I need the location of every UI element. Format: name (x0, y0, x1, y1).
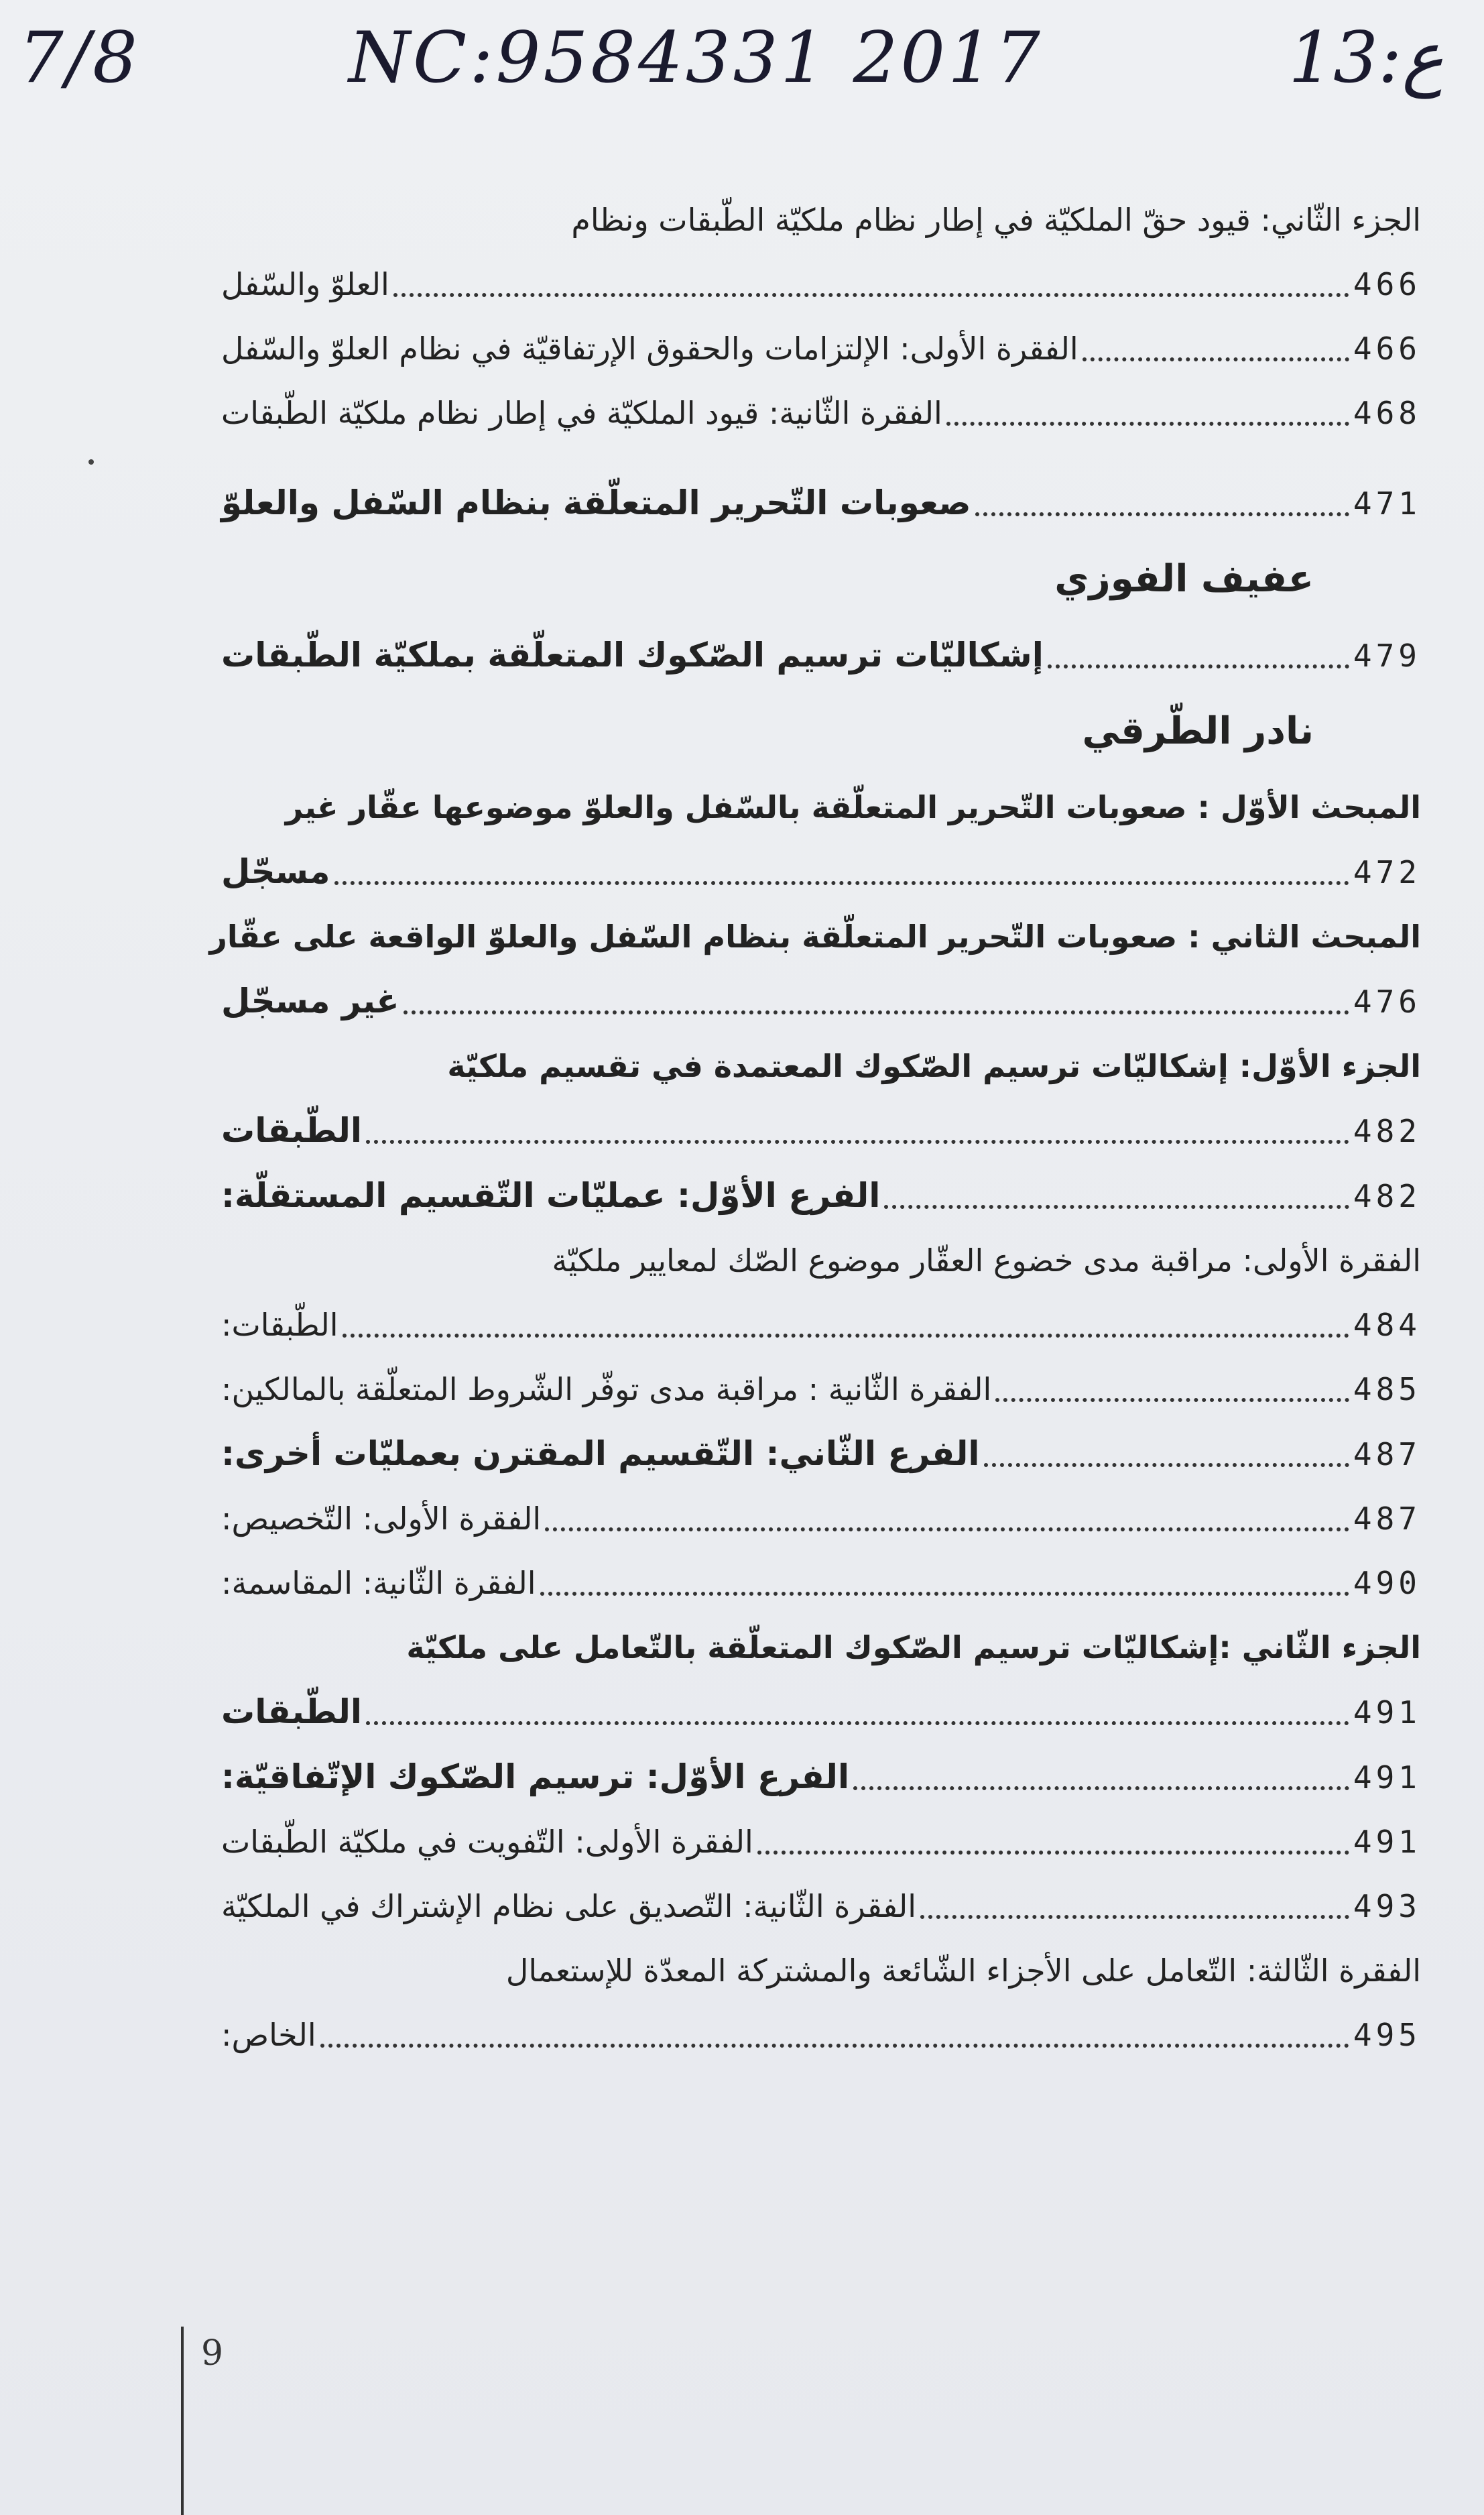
toc-entry-text: الطّبقات (221, 1692, 363, 1731)
dot-leader (366, 1140, 1349, 1144)
toc-entry (221, 1486, 1421, 1551)
table-of-contents (209, 188, 1421, 2067)
dot-leader (884, 1205, 1349, 1209)
toc-line (221, 381, 1421, 445)
dot-leader (984, 1463, 1349, 1467)
toc-page-number: 490 (1353, 1565, 1421, 1601)
dot-leader (320, 2044, 1349, 2048)
scan-speck (88, 459, 94, 465)
dot-leader (853, 1786, 1349, 1790)
dot-leader (545, 1527, 1349, 1531)
dot-leader (404, 1010, 1349, 1014)
author-name: نادر الطّرقي (1082, 709, 1314, 753)
toc-page-number: 493 (1353, 1888, 1421, 1924)
toc-page-number: 466 (1353, 266, 1421, 302)
toc-entry (221, 316, 1421, 381)
toc-entry-text: الفقرة الثّانية: التّصديق على نظام الإشتراك في الملكيّة (221, 1888, 917, 1924)
toc-entry (221, 1228, 1421, 1357)
dot-leader (995, 1398, 1349, 1402)
toc-entry-text: الطّبقات: (221, 1307, 338, 1343)
toc-line (221, 1551, 1421, 1615)
toc-line (221, 839, 1421, 904)
toc-entry-text: الفقرة الأولى: مراقبة مدى خضوع العقّار موضوع الصّك لمعايير ملكيّة (552, 1242, 1421, 1279)
toc-page-number: 482 (1353, 1113, 1421, 1149)
toc-entry (221, 623, 1421, 688)
dot-leader (540, 1592, 1349, 1596)
toc-line (221, 1098, 1421, 1163)
toc-entry (221, 688, 1421, 775)
page-number: 9 (201, 2333, 224, 2374)
toc-entry (221, 1357, 1421, 1421)
toc-entry (221, 1421, 1421, 1486)
toc-entry-text: غير مسجّل (221, 982, 399, 1020)
toc-line (221, 623, 1421, 688)
toc-line (221, 2003, 1421, 2067)
toc-page-number: 491 (1353, 1759, 1421, 1796)
toc-line (221, 1293, 1421, 1357)
toc-entry (221, 188, 1421, 316)
toc-page-number: 482 (1353, 1178, 1421, 1214)
toc-entry (221, 1615, 1421, 1745)
section-gap (221, 445, 1421, 471)
toc-line (221, 1874, 1421, 1938)
toc-page-number: 491 (1353, 1694, 1421, 1731)
toc-entry (221, 1034, 1421, 1163)
handwritten-reference: NC:9584331 2017 (349, 17, 1043, 99)
toc-entry-text: الفقرة الثّانية: قيود الملكيّة في إطار نظام ملكيّة الطّبقات (221, 395, 942, 431)
dot-leader (946, 422, 1349, 426)
toc-entry (221, 1874, 1421, 1938)
folio-rule (181, 2327, 184, 2515)
toc-entry-text: الفقرة الأولى: التّفويت في ملكيّة الطّبقات (221, 1824, 753, 1860)
handwritten-fraction: 7/8 (19, 17, 140, 99)
dot-leader (975, 512, 1349, 516)
dot-leader (1048, 664, 1349, 668)
toc-entry-text: صعوبات التّحرير المتعلّقة بنظام السّفل والعلوّ (221, 483, 971, 522)
toc-entry (221, 1163, 1421, 1228)
dot-leader (393, 293, 1349, 297)
toc-page-number: 487 (1353, 1436, 1421, 1472)
toc-entry (221, 381, 1421, 445)
toc-line (221, 316, 1421, 381)
toc-entry-text: مسجّل (221, 852, 330, 891)
dot-leader (366, 1721, 1349, 1725)
toc-entry-text: الخاص: (221, 2017, 316, 2053)
toc-line (221, 1163, 1421, 1228)
toc-page-number: 471 (1353, 485, 1421, 522)
toc-entry-text: الفرع الأوّل: عمليّات التّقسيم المستقلّة: (221, 1176, 881, 1215)
toc-line (221, 1680, 1421, 1745)
toc-line (221, 1357, 1421, 1421)
toc-page-number: 468 (1353, 395, 1421, 431)
toc-entry-text: الفقرة الثّانية: المقاسمة: (221, 1565, 536, 1601)
toc-entry (221, 775, 1421, 904)
toc-entry-text: الفرع الأوّل: ترسيم الصّكوك الإتّفاقيّة: (221, 1757, 850, 1796)
toc-entry-text: الفقرة الأولى: التّخصيص: (221, 1501, 542, 1537)
dot-leader (757, 1851, 1349, 1855)
toc-page-number: 476 (1353, 984, 1421, 1020)
dot-leader (334, 881, 1349, 885)
toc-entry-text: المبحث الثاني : صعوبات التّحرير المتعلّقة بنظام السّفل والعلوّ الواقعة على عقّار (209, 919, 1421, 955)
toc-page-number: 466 (1353, 331, 1421, 367)
toc-page-number: 495 (1353, 2017, 1421, 2053)
dot-leader (920, 1915, 1349, 1919)
toc-page-number: 484 (1353, 1307, 1421, 1343)
toc-entry-text: الجزء الثّاني :إشكاليّات ترسيم الصّكوك المتعلّقة بالتّعامل على ملكيّة (406, 1629, 1421, 1665)
toc-entry-text: الجزء الأوّل: إشكاليّات ترسيم الصّكوك المعتمدة في تقسيم ملكيّة (447, 1048, 1421, 1084)
toc-entry-text: الفقرة الثّالثة: التّعامل على الأجزاء الشّائعة والمشتركة المعدّة للإستعمال (505, 1952, 1421, 1989)
toc-entry-text: الجزء الثّاني: قيود حقّ الملكيّة في إطار نظام ملكيّة الطّبقات ونظام (571, 202, 1421, 238)
toc-entry (221, 1938, 1421, 2067)
toc-line (221, 1486, 1421, 1551)
dot-leader (343, 1334, 1349, 1338)
toc-line (221, 1421, 1421, 1486)
handwritten-number: 13:ع (1288, 17, 1444, 99)
toc-entry-text: الفقرة الثّانية : مراقبة مدى توفّر الشّروط المتعلّقة بالمالكين: (221, 1371, 992, 1407)
toc-page-number: 472 (1353, 854, 1421, 890)
toc-entry (221, 536, 1421, 623)
toc-entry-text: الطّبقات (221, 1111, 363, 1150)
toc-line (221, 252, 1421, 316)
toc-entry (221, 471, 1421, 536)
toc-entry-text: الفقرة الأولى: الإلتزامات والحقوق الإرتفاقيّة في نظام العلوّ والسّفل (221, 331, 1078, 367)
toc-entry-text: العلوّ والسّفل (221, 266, 389, 302)
toc-page-number: 485 (1353, 1371, 1421, 1407)
toc-page-number: 479 (1353, 638, 1421, 674)
toc-line (221, 969, 1421, 1034)
toc-entry-text: الفرع الثّاني: التّقسيم المقترن بعمليّات أخرى: (221, 1434, 980, 1473)
toc-entry-text: إشكاليّات ترسيم الصّكوك المتعلّقة بملكيّة الطّبقات (221, 636, 1044, 675)
toc-entry-text: المبحث الأوّل : صعوبات التّحرير المتعلّقة بالسّفل والعلوّ موضوعها عقّار غير (285, 789, 1421, 825)
author-name: عفيف الفوزي (1054, 557, 1314, 601)
toc-entry (221, 1551, 1421, 1615)
toc-line (221, 1810, 1421, 1874)
toc-page-number: 491 (1353, 1824, 1421, 1860)
toc-line (221, 1745, 1421, 1810)
toc-entry (221, 1745, 1421, 1810)
toc-entry (209, 904, 1421, 1034)
toc-page-number: 487 (1353, 1501, 1421, 1537)
toc-entry (221, 1810, 1421, 1874)
toc-line (221, 471, 1421, 536)
dot-leader (1083, 357, 1349, 361)
